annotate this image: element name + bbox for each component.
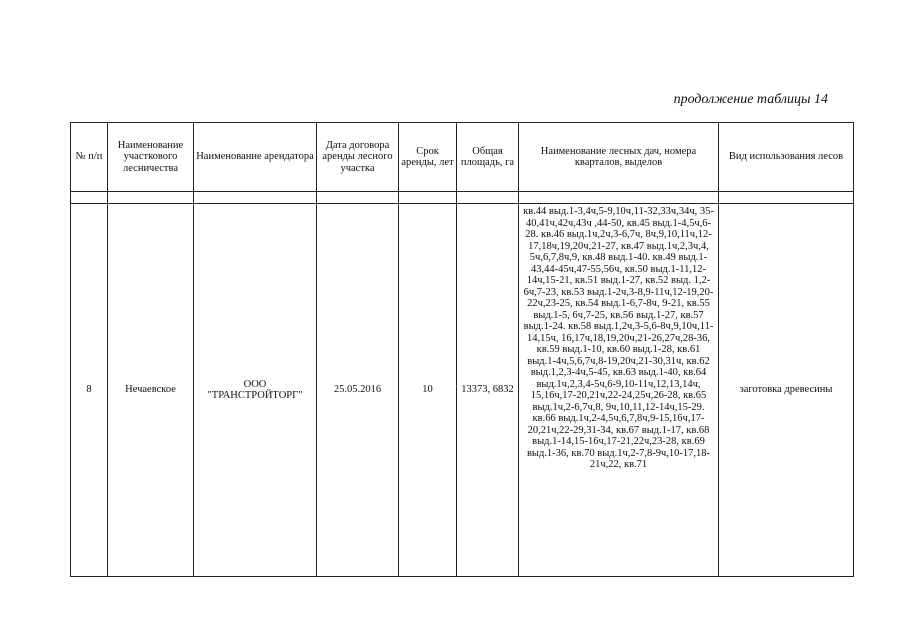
cell-contract-date: 25.05.2016 (317, 204, 399, 577)
spacer-cell (399, 192, 457, 204)
header-term: Срок аренды, лет (399, 123, 457, 192)
spacer-cell (108, 192, 194, 204)
spacer-cell (71, 192, 108, 204)
header-forestry: Наименование участкового лесничества (108, 123, 194, 192)
spacer-cell (194, 192, 317, 204)
cell-blocks: кв.44 выд.1-3,4ч,5-9,10ч,11-32,33ч,34ч, 35-40,41ч,42ч,43ч ,44-50, кв.45 выд.1-4,5ч,6-28. кв.46 выд.1ч,2ч,3-6,7ч, 8ч,9,10,11ч,12-17,18ч,19,20ч,21-27, кв.47 выд.1ч,2,3ч,4, 5ч,6,7,8ч,9, кв.48 выд.1-40. кв.49 выд.1-43,44-45ч,47-55,56ч, кв.50 выд.1-11,12-14ч,15-21, кв.51 выд.1-27, кв.52 выд. 1,2-6ч,7-23, кв.53 выд.1-2ч,3-8,9-11ч,12-19,20-22ч,23-25, кв.54 выд.1-6,7-8ч, 9-21, кв.55 выд.1-5, 6ч,7-25, кв.56 выд.1-27, кв.57 выд.1-24. кв.58 выд.1,2ч,3-5,6-8ч,9,10ч,11-14,15ч, 16,17ч,18,19,20ч,21-26,27ч,28-36, кв.59 выд.1-10, кв.60 выд.1-28, кв.61 выд.1-4ч,5,6,7ч,8-19,20ч,21-30,31ч, кв.62 выд.1,2,3-4ч,5-45, кв.63 выд.1-40, кв.64 выд.1ч,2,3,4-5ч,6-9,10-11ч,12,13,14ч, 15,16ч,17-20,21ч,22-24,25ч,26-28, кв.65 выд.1ч,2-6,7ч,8, 9ч,10,11,12-14ч,15-29. кв.66 выд.1ч,2-4,5ч,6,7,8ч,9-15,16ч,17-20,21ч,22-29,31-34, кв.67 выд.1-17, кв.68 выд.1-14,15-16ч,17-21,22ч,23-28, кв.69 выд.1-36, кв.70 выд.1ч,2-7,8-9ч,10-17,18-21ч,22, кв.71 (519, 204, 719, 577)
spacer-cell (719, 192, 854, 204)
header-blocks: Наименование лесных дач, номера кварталов, выделов (519, 123, 719, 192)
cell-term: 10 (399, 204, 457, 577)
header-lessee: Наименование арендатора (194, 123, 317, 192)
spacer-cell (457, 192, 519, 204)
table-caption: продолжение таблицы 14 (673, 92, 828, 107)
cell-area: 13373, 6832 (457, 204, 519, 577)
cell-usage: заготовка древесины (719, 204, 854, 577)
header-usage: Вид использования лесов (719, 123, 854, 192)
cell-lessee: ООО "ТРАНСТРОЙТОРГ" (194, 204, 317, 577)
table-spacer-row (71, 192, 854, 204)
header-num: № п/п (71, 123, 108, 192)
header-contract-date: Дата договора аренды лесного участка (317, 123, 399, 192)
spacer-cell (317, 192, 399, 204)
table-header-row (71, 123, 854, 192)
cell-num: 8 (71, 204, 108, 577)
cell-forestry: Нечаевское (108, 204, 194, 577)
header-area: Общая площадь, га (457, 123, 519, 192)
lease-table (70, 122, 854, 577)
table-row (71, 204, 854, 577)
spacer-cell (519, 192, 719, 204)
